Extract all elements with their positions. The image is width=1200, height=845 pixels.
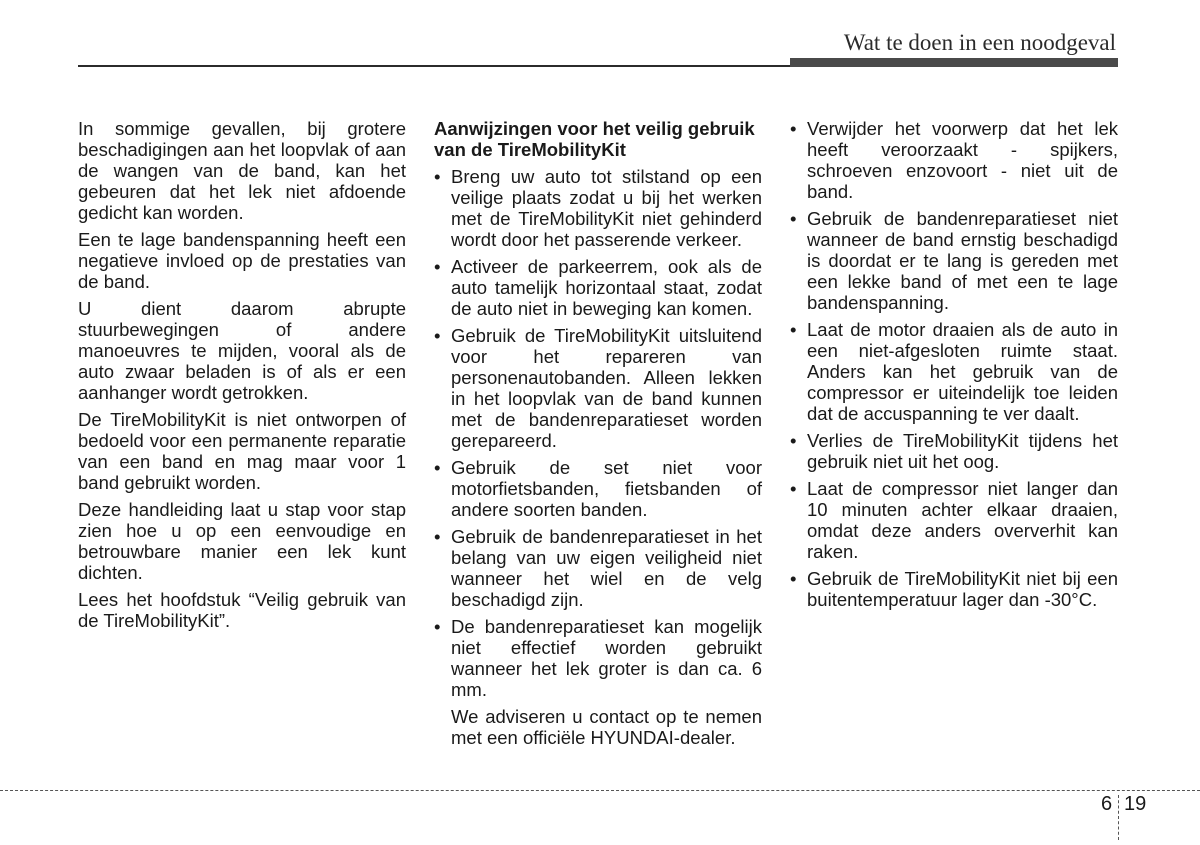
column-safety-instructions-continued <box>790 118 1118 616</box>
list-item <box>790 319 1118 424</box>
chapter-number: 6 <box>1101 793 1113 815</box>
list-item <box>434 166 762 250</box>
paragraph: Lees het hoofdstuk “Veilig gebruik van de TireMobilityKit”. <box>78 589 406 631</box>
list-item-text: Breng uw auto tot stilstand op een veilige plaats zodat u bij het werken met de TireMobilityKit niet gehinderd wordt door het passerende verkeer. <box>451 166 762 250</box>
bullet-icon: • <box>434 256 441 277</box>
column-safety-instructions <box>434 118 762 754</box>
page-number-separator <box>1118 795 1119 840</box>
paragraph: Deze handleiding laat u stap voor stap zien hoe u op een eenvoudige en betrouwbare manier een lek kunt dichten. <box>78 499 406 583</box>
list-item <box>790 118 1118 202</box>
list-item-text: Laat de compressor niet langer dan 10 minuten achter elkaar draaien, omdat deze anders oververhit kan raken. <box>807 478 1118 562</box>
paragraph: De TireMobilityKit is niet ontworpen of bedoeld voor een permanente reparatie van een band en mag maar voor 1 band gebruikt worden. <box>78 409 406 493</box>
bullet-icon: • <box>434 166 441 187</box>
paragraph: Een te lage bandenspanning heeft een negatieve invloed op de prestaties van de band. <box>78 229 406 292</box>
list-item-text: Gebruik de bandenreparatieset in het belang van uw eigen veiligheid niet wanneer het wiel en de velg beschadigd zijn. <box>451 526 762 610</box>
list-item-text: Gebruik de bandenreparatieset niet wanneer de band ernstig beschadigd is doordat er te lang is gereden met een lekke band of met een te lage bandenspanning. <box>807 208 1118 313</box>
footer-dashed-rule <box>0 790 1200 791</box>
bullet-list <box>434 166 762 700</box>
bullet-icon: • <box>790 208 797 229</box>
column-intro <box>78 118 406 637</box>
bullet-list <box>790 118 1118 610</box>
list-item-text: Gebruik de set niet voor motorfietsbanden, fietsbanden of andere soorten banden. <box>451 457 762 520</box>
list-item-text: Laat de motor draaien als de auto in een niet-afgesloten ruimte staat. Anders kan het gebruik van de compressor er uiteindelijk toe leiden dat de accuspanning te ver daalt. <box>807 319 1118 424</box>
list-item <box>434 256 762 319</box>
header-accent-bar <box>790 58 1118 67</box>
bullet-icon: • <box>790 118 797 139</box>
page-number: 19 <box>1124 793 1147 815</box>
list-item-text: Gebruik de TireMobilityKit uitsluitend voor het repareren van personenautobanden. Alleen lekken in het loopvlak van de band kunnen met de bandenreparatieset worden gerepareerd. <box>451 325 762 451</box>
bullet-icon: • <box>434 457 441 478</box>
list-item <box>790 430 1118 472</box>
list-item <box>790 478 1118 562</box>
bullet-icon: • <box>790 478 797 499</box>
bullet-icon: • <box>790 319 797 340</box>
list-item <box>434 526 762 610</box>
list-item <box>790 208 1118 313</box>
list-item-text: Activeer de parkeerrem, ook als de auto tamelijk horizontaal staat, zodat de auto niet in beweging kan komen. <box>451 256 762 319</box>
list-item-text: Verwijder het voorwerp dat het lek heeft veroorzaakt - spijkers, schroeven enzovoort - niet uit de band. <box>807 118 1118 202</box>
bullet-icon: • <box>434 616 441 637</box>
paragraph: In sommige gevallen, bij grotere beschadigingen aan het loopvlak of aan de wangen van de band, kan het gebeuren dat het lek niet afdoende gedicht kan worden. <box>78 118 406 223</box>
dealer-note: We adviseren u contact op te nemen met een officiële HYUNDAI-dealer. <box>451 706 762 748</box>
bullet-icon: • <box>790 430 797 451</box>
list-item <box>434 616 762 700</box>
list-item <box>434 325 762 451</box>
page-header-title: Wat te doen in een noodgeval <box>843 30 1116 55</box>
list-item-text: Gebruik de TireMobilityKit niet bij een buitentemperatuur lager dan -30°C. <box>807 568 1118 610</box>
bullet-icon: • <box>790 568 797 589</box>
bullet-icon: • <box>434 526 441 547</box>
bullet-icon: • <box>434 325 441 346</box>
section-heading: Aanwijzingen voor het veilig gebruik van de TireMobilityKit <box>434 118 755 160</box>
list-item <box>790 568 1118 610</box>
list-item-text: Verlies de TireMobilityKit tijdens het gebruik niet uit het oog. <box>807 430 1118 472</box>
list-item-text: De bandenreparatieset kan mogelijk niet effectief worden gebruikt wanneer het lek groter is dan ca. 6 mm. <box>451 616 762 700</box>
paragraph: U dient daarom abrupte stuurbewegingen of andere manoeuvres te mijden, vooral als de auto zwaar beladen is of als er een aanhanger wordt getrokken. <box>78 298 406 403</box>
list-item <box>434 457 762 520</box>
